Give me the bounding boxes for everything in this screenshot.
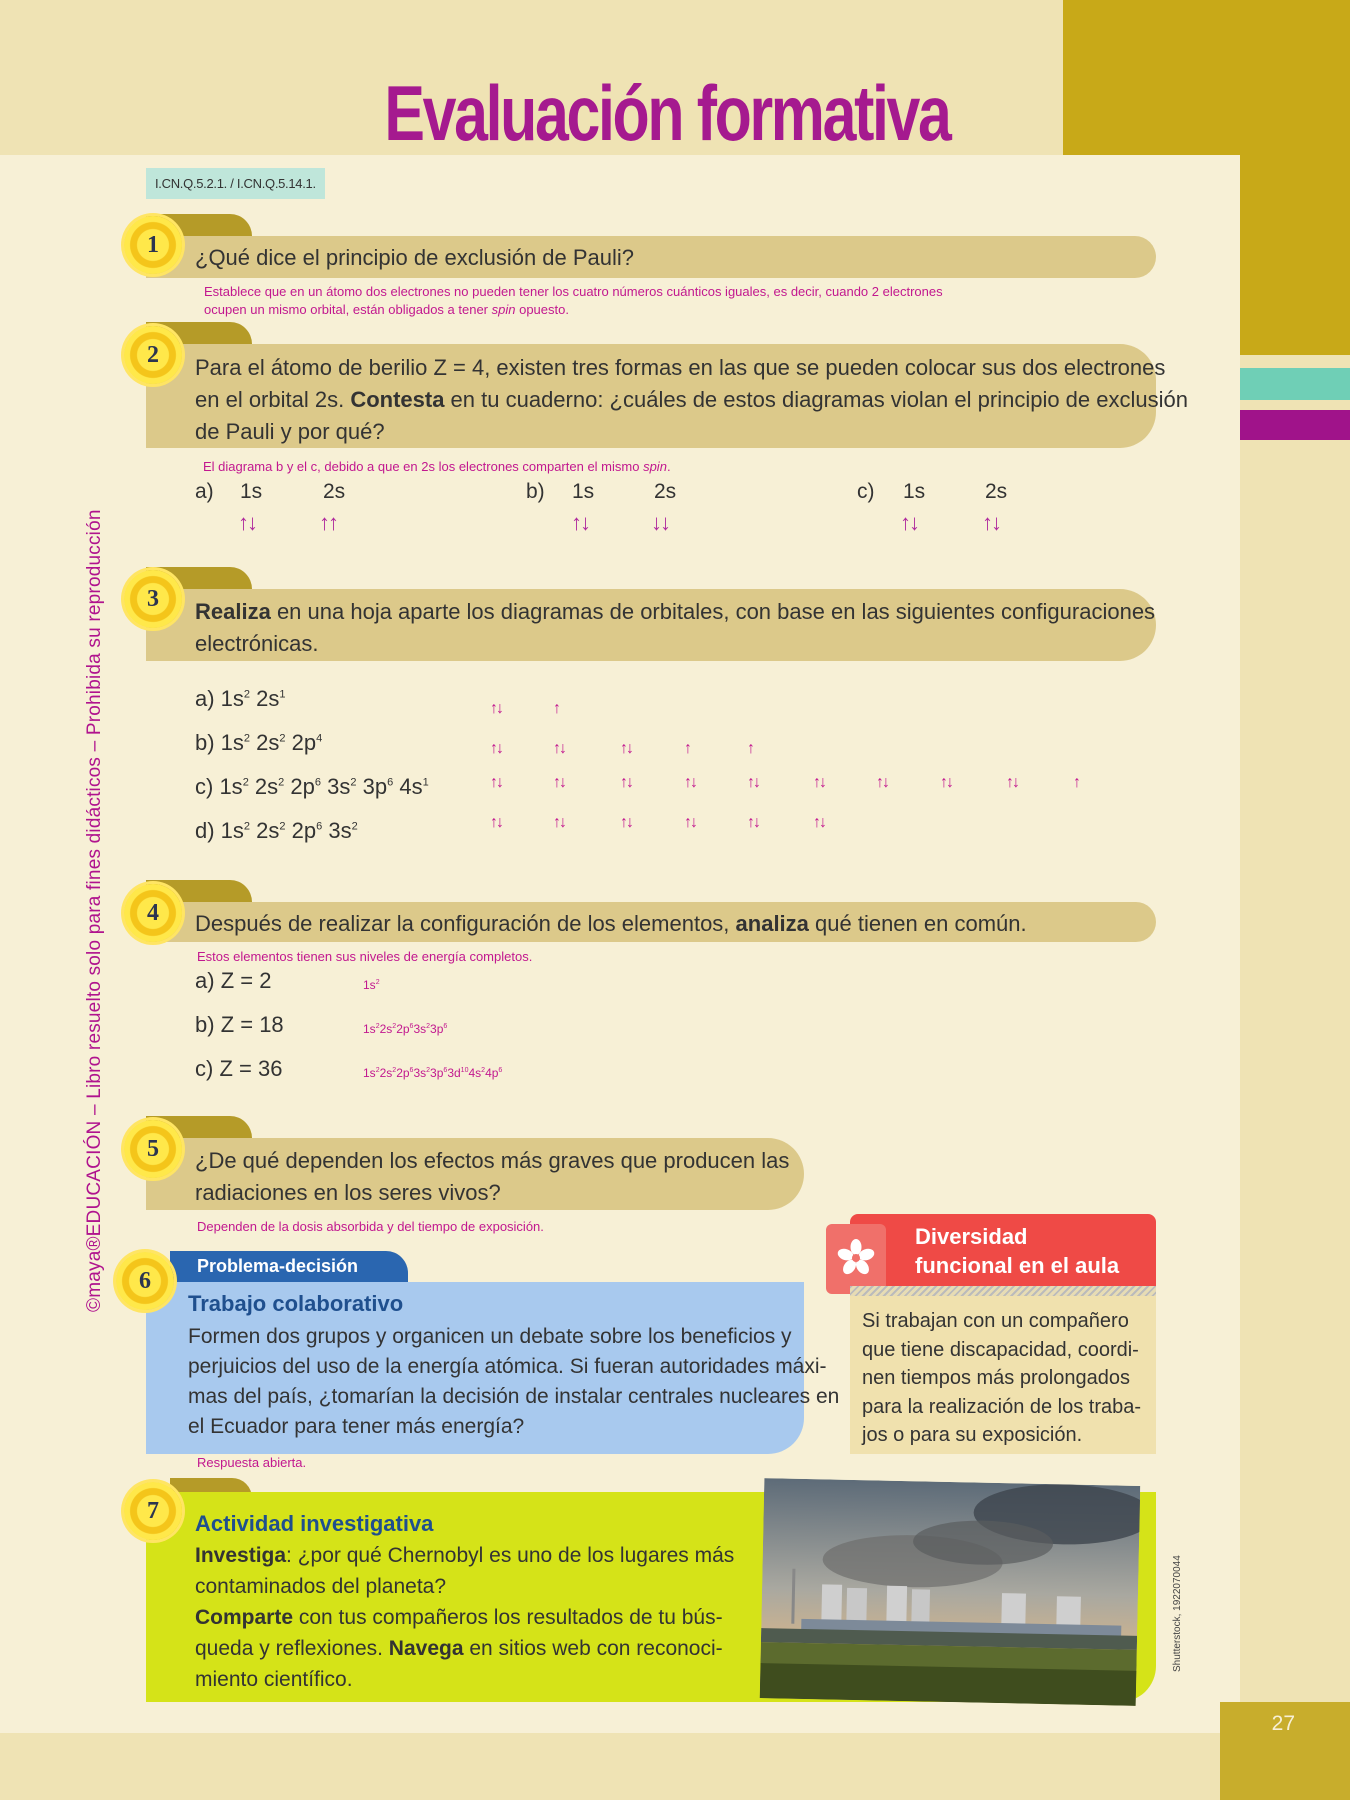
photo-credit-text: Shutterstock, 1922070044: [1172, 1555, 1183, 1672]
orbital-arrow: ↑↓: [620, 740, 632, 757]
option-b-arrows-2s: ↓↓: [651, 510, 669, 535]
side-copyright-text: ©maya®EDUCACIÓN – Libro resuelto solo para fines didácticos – Prohibida su reproducción: [84, 509, 105, 1312]
option-c-arrows-2s: ↑↓: [982, 510, 1000, 535]
orbital-arrow: ↑: [684, 740, 690, 757]
q4-item-b: b) Z = 18: [195, 1012, 284, 1037]
orbital-arrow: ↑: [747, 740, 753, 757]
q3-line2: electrónicas.: [195, 631, 319, 656]
q4-item-a: a) Z = 2: [195, 968, 272, 993]
option-a-arrows-1s: ↑↓: [238, 510, 256, 535]
q2-number: 2: [124, 326, 182, 384]
q7-line1: Investiga: ¿por qué Chernobyl es uno de los lugares más: [195, 1544, 735, 1567]
option-c-arrows-1s: ↑↓: [900, 510, 918, 535]
q4-config-c: $1s^22s^22p^63s^23p^63d^{10}4s^24p^6$: [363, 1066, 503, 1080]
q5-line2: radiaciones en los seres vivos?: [195, 1180, 501, 1205]
option-a-orbital-1s: 1s: [240, 480, 263, 503]
diversidad-title-2: funcional en el aula: [915, 1253, 1120, 1278]
q7-heading: Actividad investigativa: [195, 1511, 434, 1536]
orbital-arrow: ↑↓: [684, 774, 696, 791]
diversidad-line3: nen tiempos más prolongados: [862, 1367, 1130, 1389]
q6-heading: Trabajo colaborativo: [188, 1291, 404, 1316]
nuclear-plant-photo: [760, 1478, 1141, 1706]
q7-line5: miento científico.: [195, 1668, 353, 1691]
q5-number: 5: [124, 1120, 182, 1178]
orbital-arrow: ↑↓: [553, 814, 565, 831]
diversidad-text: [862, 1307, 1141, 1450]
option-c-orbital-2s: 2s: [985, 480, 1008, 503]
diversidad-line2: que tiene discapacidad, coordi-: [862, 1338, 1139, 1361]
orbital-arrow: ↑↓: [620, 774, 632, 791]
orbital-arrow: ↑↓: [1006, 774, 1018, 791]
option-b-orbital-2s: 2s: [654, 480, 677, 503]
q6-line1: Formen dos grupos y organicen un debate sobre los beneficios y: [188, 1325, 792, 1348]
q6-line4: el Ecuador para tener más energía?: [188, 1415, 525, 1438]
q5-answer: Dependen de la dosis absorbida y del tiempo de exposición.: [197, 1219, 544, 1234]
orbital-arrow: ↑↓: [553, 774, 565, 791]
option-a-orbital-2s: 2s: [323, 480, 346, 503]
q3-line1: Realiza en una hoja aparte los diagramas de orbitales, con base en las siguientes configuraciones: [195, 599, 1156, 624]
q1-text: ¿Qué dice el principio de exclusión de Pauli?: [195, 245, 635, 270]
q6-number: 6: [116, 1252, 174, 1310]
orbital-arrow: ↑↓: [490, 740, 502, 757]
q3-config-b: b) $1s^2$ $2s^2$ $2p^4$: [195, 730, 323, 755]
q4-item-c: c) Z = 36: [195, 1056, 283, 1081]
q1-number: 1: [124, 216, 182, 274]
page-number: 27: [1271, 1712, 1295, 1735]
q6-line3: mas del país, ¿tomarían la decisión de instalar centrales nucleares en: [188, 1385, 840, 1408]
q3-number: 3: [124, 570, 182, 628]
q7-line3: Comparte con tus compañeros los resultados de tu bús-: [195, 1606, 723, 1629]
diversidad-line4: para la realización de los traba-: [862, 1395, 1142, 1418]
diversidad-title-1: Diversidad: [915, 1224, 1028, 1249]
page-title: Evaluación formativa: [384, 69, 950, 157]
orbital-arrow: ↑↓: [553, 740, 565, 757]
orbital-arrow: ↑↓: [813, 814, 825, 831]
bottom-band: [0, 1733, 1350, 1800]
orbital-arrow: ↑↓: [813, 774, 825, 791]
orbital-arrow: ↑↓: [747, 814, 759, 831]
q4-text: Después de realizar la configuración de los elementos, analiza qué tienen en común.: [195, 911, 1027, 936]
q4-config-a: $1s^2$: [363, 978, 380, 992]
q3-config-d: d) $1s^2$ $2s^2$ $2p^6$ $3s^2$: [195, 818, 358, 843]
option-c-orbital-1s: 1s: [903, 480, 926, 503]
q3-config-a: a) $1s^2$ $2s^1$: [195, 686, 286, 711]
orbital-arrow: ↑↓: [620, 814, 632, 831]
orbital-arrow: ↑↓: [747, 774, 759, 791]
orbital-arrow: ↑↓: [876, 774, 888, 791]
option-b-label: b): [526, 480, 545, 503]
orbital-arrow: ↑: [1073, 774, 1079, 791]
q4-number: 4: [124, 884, 182, 942]
teal-stripe: [1240, 368, 1350, 400]
q2-answer: El diagrama b y el c, debido a que en 2s los electrones comparten el mismo spin.: [203, 459, 671, 474]
q3-config-c: c) $1s^2$ $2s^2$ $2p^6$ $3s^2$ $3p^6$ $4s^1$: [195, 774, 429, 799]
option-b-arrows-1s: ↑↓: [571, 510, 589, 535]
flower-icon: [826, 1224, 886, 1294]
side-stripe: [1240, 440, 1350, 1702]
orbital-arrow: ↑↓: [490, 700, 502, 717]
curriculum-code: I.CN.Q.5.2.1. / I.CN.Q.5.14.1.: [146, 168, 325, 199]
q2-line2: en el orbital 2s. Contesta en tu cuaderno: ¿cuáles de estos diagramas violan el principio de exclusión: [195, 387, 1188, 412]
q5-line1: ¿De qué dependen los efectos más graves que producen las: [195, 1148, 790, 1173]
q7-line2: contaminados del planeta?: [195, 1575, 447, 1598]
q4-config-b: $1s^22s^22p^63s^23p^6$: [363, 1022, 448, 1036]
diversidad-line5: jos o para su exposición.: [862, 1424, 1083, 1446]
diversidad-divider: [850, 1286, 1156, 1296]
orbital-arrow: ↑↓: [684, 814, 696, 831]
q2-line3: de Pauli y por qué?: [195, 419, 385, 444]
option-a-label: a): [195, 480, 214, 503]
q1-answer-line1: Establece que en un átomo dos electrones no pueden tener los cuatro números cuánticos iguales, es decir, cuando 2 electrones: [204, 284, 943, 299]
q1-answer-line2: ocupen un mismo orbital, están obligados a tener spin opuesto.: [204, 302, 569, 317]
option-b-orbital-1s: 1s: [572, 480, 595, 503]
orbital-arrow: ↑↓: [490, 814, 502, 831]
orbital-arrow: ↑↓: [490, 774, 502, 791]
q4-answer: Estos elementos tienen sus niveles de energía completos.: [197, 949, 533, 964]
option-c-label: c): [857, 480, 875, 503]
q6-line2: perjuicios del uso de la energía atómica. Si fueran autoridades máxi-: [188, 1355, 827, 1378]
magenta-stripe: [1240, 410, 1350, 440]
orbital-arrow: ↑: [553, 700, 559, 717]
q2-line1: Para el átomo de berilio Z = 4, existen tres formas en las que se pueden colocar sus dos electrones: [195, 355, 1166, 380]
q6-answer: Respuesta abierta.: [197, 1455, 307, 1470]
orbital-arrow: ↑↓: [940, 774, 952, 791]
q7-number: 7: [124, 1482, 182, 1540]
q6-tab: Problema-decisión: [170, 1251, 408, 1282]
diversidad-line1: Si trabajan con un compañero: [862, 1310, 1129, 1332]
q7-line4: queda y reflexiones. Navega en sitios web con reconoci-: [195, 1637, 723, 1660]
option-a-arrows-2s: ↑↑: [319, 510, 337, 535]
